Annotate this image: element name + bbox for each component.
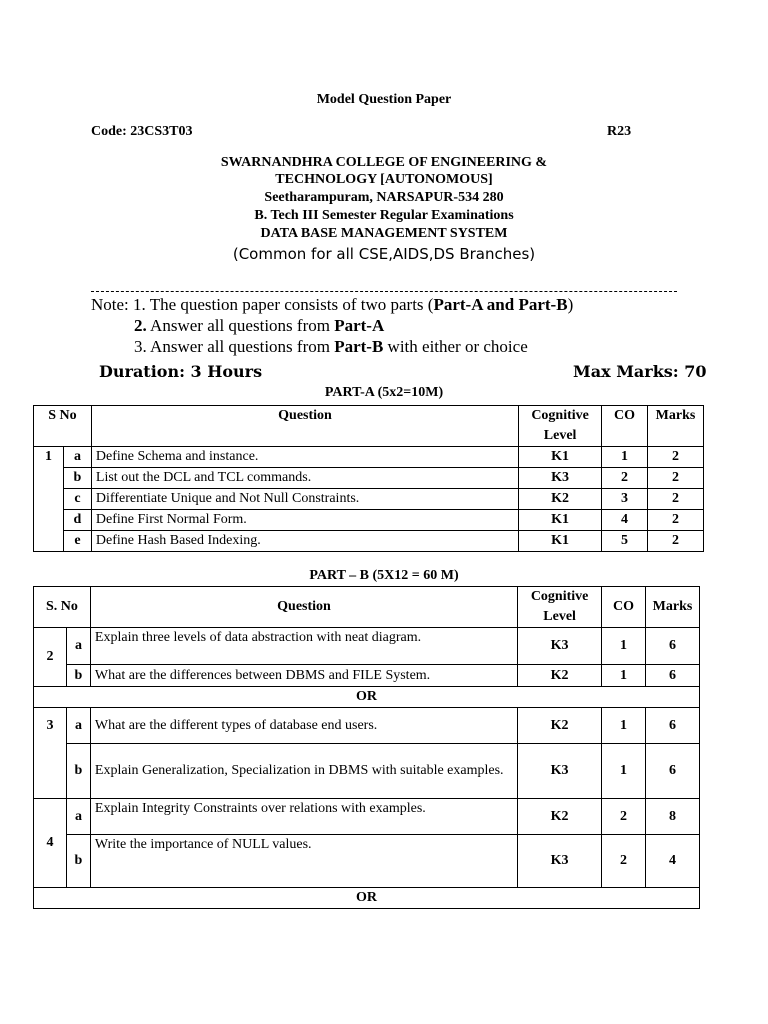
question-text: What are the different types of database end users. — [90, 708, 517, 744]
question-text: What are the differences between DBMS and FILE System. — [90, 665, 517, 687]
part-b-title: PART – B (5X12 = 60 M) — [309, 568, 459, 583]
cognitive-level: K3 — [518, 744, 602, 799]
question-text: Define Schema and instance. — [91, 447, 518, 468]
cognitive-level: K3 — [518, 628, 602, 665]
co-value: 2 — [602, 835, 646, 888]
question-number: 4 — [34, 799, 67, 888]
question-text: Define First Normal Form. — [91, 510, 518, 531]
or-label: OR — [34, 687, 700, 708]
table-row — [34, 744, 700, 799]
co-value: 2 — [602, 799, 646, 835]
table-row — [34, 489, 704, 510]
branches: (Common for all CSE,AIDS,DS Branches) — [232, 245, 536, 263]
cognitive-level: K3 — [519, 468, 602, 489]
header-level: Cognitive Level — [519, 406, 602, 447]
table-row — [34, 665, 700, 687]
note-line-1 — [91, 295, 573, 315]
note-2-text: Answer all questions from — [146, 316, 335, 335]
sub-label: e — [63, 531, 91, 552]
note-1-text: Note: 1. The question paper consists of two parts ( — [91, 295, 434, 314]
co-value: 1 — [602, 665, 646, 687]
question-text: Explain Integrity Constraints over relations with examples. — [90, 799, 517, 835]
question-text: Write the importance of NULL values. — [90, 835, 517, 888]
note-1-bold: Part-A and Part-B — [433, 295, 568, 314]
marks-value: 8 — [646, 799, 700, 835]
exam-name: B. Tech III Semester Regular Examinations — [254, 208, 514, 223]
part-a-table — [33, 405, 704, 552]
cognitive-level: K2 — [518, 799, 602, 835]
table-row — [34, 468, 704, 489]
part-a-header-row — [34, 406, 704, 447]
part-a-title: PART-A (5x2=10M) — [324, 385, 444, 400]
question-number: 2 — [34, 628, 67, 687]
or-row — [34, 687, 700, 708]
table-row — [34, 510, 704, 531]
table-row — [34, 708, 700, 744]
question-text: Differentiate Unique and Not Null Constraints. — [91, 489, 518, 510]
table-row — [34, 799, 700, 835]
sub-label: b — [66, 665, 90, 687]
sub-label: b — [66, 744, 90, 799]
subject-code: Code: 23CS3T03 — [91, 124, 193, 139]
cognitive-level: K1 — [519, 510, 602, 531]
marks-value: 6 — [646, 744, 700, 799]
table-row — [34, 628, 700, 665]
marks-value: 6 — [646, 628, 700, 665]
note-3-bold: Part-B — [334, 337, 384, 356]
header-level: Cognitive Level — [518, 587, 602, 628]
header-co: CO — [602, 587, 646, 628]
note-line-3 — [134, 337, 528, 357]
sub-label: a — [66, 799, 90, 835]
part-b-header-row — [34, 587, 700, 628]
question-number: 3 — [34, 708, 67, 799]
part-b-table — [33, 586, 700, 909]
header-sno: S. No — [34, 587, 91, 628]
paper-title: Model Question Paper — [316, 92, 452, 107]
sub-label: a — [66, 628, 90, 665]
college-address: Seetharampuram, NARSAPUR-534 280 — [264, 190, 504, 205]
college-name-line2: TECHNOLOGY [AUTONOMOUS] — [275, 172, 493, 187]
sub-label: a — [66, 708, 90, 744]
dashed-divider — [91, 291, 677, 292]
note-2-number: 2. — [134, 316, 147, 335]
sub-label: b — [63, 468, 91, 489]
co-value: 3 — [602, 489, 648, 510]
table-row — [34, 835, 700, 888]
cognitive-level: K2 — [518, 708, 602, 744]
question-text: Explain Generalization, Specialization in DBMS with suitable examples. — [90, 744, 517, 799]
question-text: Define Hash Based Indexing. — [91, 531, 518, 552]
note-2-bold: Part-A — [334, 316, 385, 335]
college-name-line1: SWARNANDHRA COLLEGE OF ENGINEERING & — [220, 155, 548, 170]
cognitive-level: K2 — [518, 665, 602, 687]
sub-label: a — [63, 447, 91, 468]
sub-label: b — [66, 835, 90, 888]
co-value: 4 — [602, 510, 648, 531]
duration: Duration: 3 Hours — [99, 362, 263, 381]
co-value: 1 — [602, 744, 646, 799]
note-1-end: ) — [567, 295, 574, 314]
cognitive-level: K2 — [519, 489, 602, 510]
marks-value: 2 — [648, 531, 704, 552]
regulation: R23 — [607, 124, 632, 139]
or-label: OR — [34, 888, 700, 909]
question-text: Explain three levels of data abstraction with neat diagram. — [90, 628, 517, 665]
co-value: 2 — [602, 468, 648, 489]
table-row — [34, 447, 704, 468]
header-marks: Marks — [648, 406, 704, 447]
marks-value: 4 — [646, 835, 700, 888]
cognitive-level: K1 — [519, 531, 602, 552]
sub-label: c — [63, 489, 91, 510]
subject-name: DATA BASE MANAGEMENT SYSTEM — [260, 226, 508, 241]
marks-value: 2 — [648, 489, 704, 510]
marks-value: 6 — [646, 665, 700, 687]
max-marks: Max Marks: 70 — [573, 362, 707, 381]
note-line-2 — [134, 316, 384, 336]
sub-label: d — [63, 510, 91, 531]
header-marks: Marks — [646, 587, 700, 628]
question-text: List out the DCL and TCL commands. — [91, 468, 518, 489]
marks-value: 2 — [648, 468, 704, 489]
marks-value: 2 — [648, 447, 704, 468]
note-3-text: 3. Answer all questions from — [134, 337, 335, 356]
header-sno: S No — [34, 406, 92, 447]
co-value: 1 — [602, 628, 646, 665]
table-row — [34, 531, 704, 552]
marks-value: 2 — [648, 510, 704, 531]
co-value: 1 — [602, 708, 646, 744]
header-co: CO — [602, 406, 648, 447]
or-row — [34, 888, 700, 909]
header-question: Question — [91, 406, 518, 447]
header-question: Question — [90, 587, 517, 628]
cognitive-level: K1 — [519, 447, 602, 468]
co-value: 1 — [602, 447, 648, 468]
note-3-end: with either or choice — [383, 337, 528, 356]
marks-value: 6 — [646, 708, 700, 744]
question-number: 1 — [34, 447, 64, 552]
cognitive-level: K3 — [518, 835, 602, 888]
co-value: 5 — [602, 531, 648, 552]
